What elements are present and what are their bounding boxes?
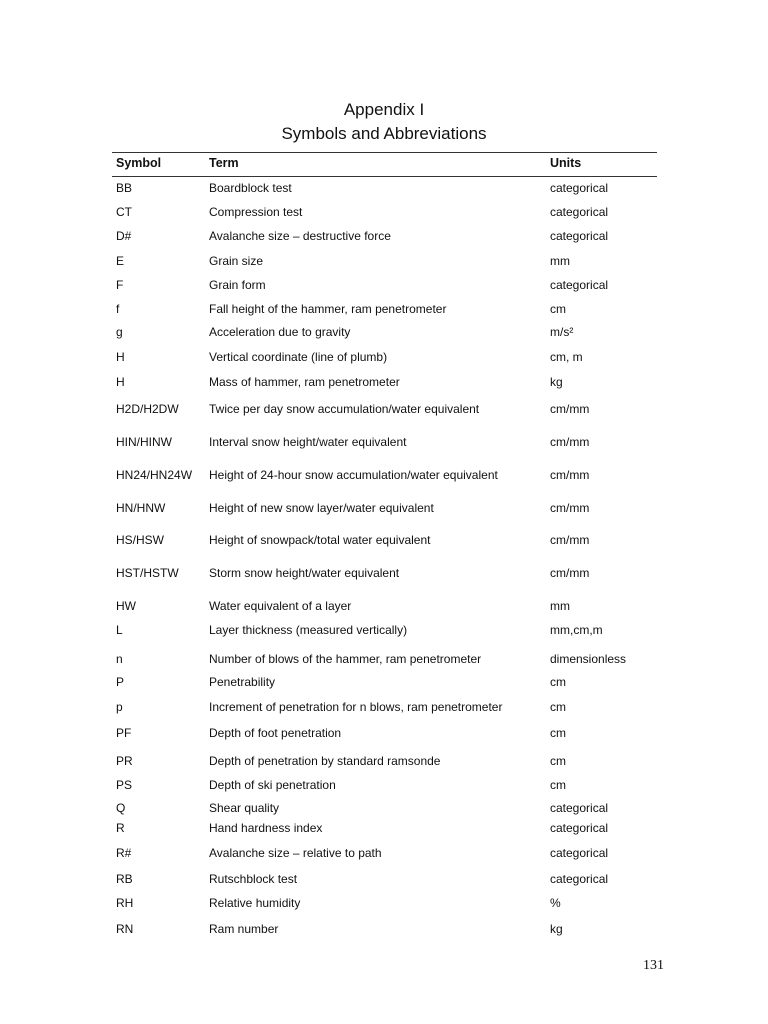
table-row [0,565,768,581]
table-row [0,622,768,638]
symbol-cell: PR [116,754,133,768]
term-cell: Fall height of the hammer, ram penetrometer [209,302,447,316]
term-cell: Vertical coordinate (line of plumb) [209,350,388,364]
table-row [0,180,768,196]
units-cell: categorical [550,846,609,860]
term-cell: Increment of penetration for n blows, ram penetrometer [209,700,503,714]
table-row [0,532,768,548]
term-cell: Hand hardness index [209,821,323,835]
term-cell: Height of new snow layer/water equivalent [209,501,434,515]
units-cell: cm/mm [550,501,590,515]
units-cell: cm/mm [550,468,590,482]
symbol-cell: PS [116,778,133,792]
symbol-cell: PF [116,726,132,740]
symbol-cell: p [116,700,123,714]
units-cell: cm [550,700,566,714]
symbol-cell: P [116,675,125,689]
term-cell: Acceleration due to gravity [209,325,351,339]
term-cell: Ram number [209,922,279,936]
units-cell: dimensionless [550,652,627,666]
units-cell: cm, m [550,350,583,364]
table-row [0,651,768,667]
units-cell: categorical [550,229,609,243]
table-row [0,253,768,269]
term-cell: Grain form [209,278,266,292]
term-cell: Shear quality [209,801,280,815]
column-header-term: Term [209,156,239,170]
units-cell: categorical [550,872,609,886]
table-row [0,871,768,887]
units-cell: m/s² [550,325,574,339]
table-row [0,500,768,516]
units-cell: categorical [550,801,609,815]
table-row [0,753,768,769]
table-row [0,820,768,836]
table-row [0,374,768,390]
term-cell: Depth of penetration by standard ramsonde [209,754,441,768]
symbol-cell: BB [116,181,133,195]
table-row [0,467,768,483]
table-top-rule [112,152,657,153]
term-cell: Boardblock test [209,181,292,195]
term-cell: Avalanche size – relative to path [209,846,382,860]
term-cell: Compression test [209,205,303,219]
table-row [0,845,768,861]
term-cell: Mass of hammer, ram penetrometer [209,375,400,389]
table-row [0,921,768,937]
units-cell: cm [550,302,566,316]
symbol-cell: R [116,821,125,835]
term-cell: Twice per day snow accumulation/water equivalent [209,402,480,416]
table-row [0,228,768,244]
units-cell: categorical [550,205,609,219]
symbol-cell: H2D/H2DW [116,402,179,416]
table-header-rule [112,176,657,177]
term-cell: Height of snowpack/total water equivalent [209,533,431,547]
term-cell: Relative humidity [209,896,301,910]
symbol-cell: HW [116,599,136,613]
table-row [0,277,768,293]
units-cell: mm,cm,m [550,623,603,637]
appendix-title: Appendix I [343,100,425,119]
symbol-cell: n [116,652,123,666]
column-header-units: Units [550,156,582,170]
units-cell: cm/mm [550,566,590,580]
table-row [0,800,768,816]
units-cell: kg [550,922,563,936]
table-row [0,434,768,450]
symbol-cell: HS/HSW [116,533,164,547]
term-cell: Depth of foot penetration [209,726,342,740]
units-cell: categorical [550,278,609,292]
appendix-subtitle: Symbols and Abbreviations [281,124,487,143]
symbol-cell: H [116,350,125,364]
term-cell: Penetrability [209,675,276,689]
symbol-cell: RN [116,922,134,936]
units-cell: cm [550,778,566,792]
column-header-symbol: Symbol [116,156,162,170]
term-cell: Depth of ski penetration [209,778,336,792]
units-cell: % [550,896,561,910]
symbol-cell: F [116,278,124,292]
units-cell: cm/mm [550,533,590,547]
units-cell: mm [550,599,570,613]
symbol-cell: E [116,254,125,268]
symbol-cell: CT [116,205,132,219]
symbol-cell: HIN/HINW [116,435,172,449]
term-cell: Grain size [209,254,264,268]
table-row [0,699,768,715]
table-row [0,301,768,317]
term-cell: Interval snow height/water equivalent [209,435,407,449]
term-cell: Number of blows of the hammer, ram penetrometer [209,652,482,666]
term-cell: Layer thickness (measured vertically) [209,623,408,637]
units-cell: cm [550,726,566,740]
term-cell: Storm snow height/water equivalent [209,566,400,580]
table-row [0,777,768,793]
symbol-cell: f [116,302,120,316]
units-cell: mm [550,254,570,268]
symbol-cell: HN/HNW [116,501,166,515]
term-cell: Avalanche size – destructive force [209,229,391,243]
table-row [0,598,768,614]
symbol-cell: g [116,325,123,339]
symbol-cell: HST/HSTW [116,566,179,580]
symbol-cell: Q [116,801,126,815]
symbol-cell: H [116,375,125,389]
page-number: 131 [643,958,664,973]
table-row [0,725,768,741]
symbol-cell: RB [116,872,133,886]
units-cell: categorical [550,821,609,835]
units-cell: cm [550,754,566,768]
symbol-cell: R# [116,846,132,860]
table-row [0,204,768,220]
table-row [0,895,768,911]
table-row [0,324,768,340]
table-row [0,401,768,417]
symbol-cell: L [116,623,123,637]
symbol-cell: D# [116,229,132,243]
units-cell: cm/mm [550,402,590,416]
table-row [0,674,768,690]
term-cell: Height of 24-hour snow accumulation/water equivalent [209,468,498,482]
units-cell: cm [550,675,566,689]
symbol-cell: HN24/HN24W [116,468,193,482]
symbol-cell: RH [116,896,134,910]
units-cell: categorical [550,181,609,195]
units-cell: kg [550,375,563,389]
table-row [0,349,768,365]
units-cell: cm/mm [550,435,590,449]
term-cell: Rutschblock test [209,872,298,886]
term-cell: Water equivalent of a layer [209,599,352,613]
